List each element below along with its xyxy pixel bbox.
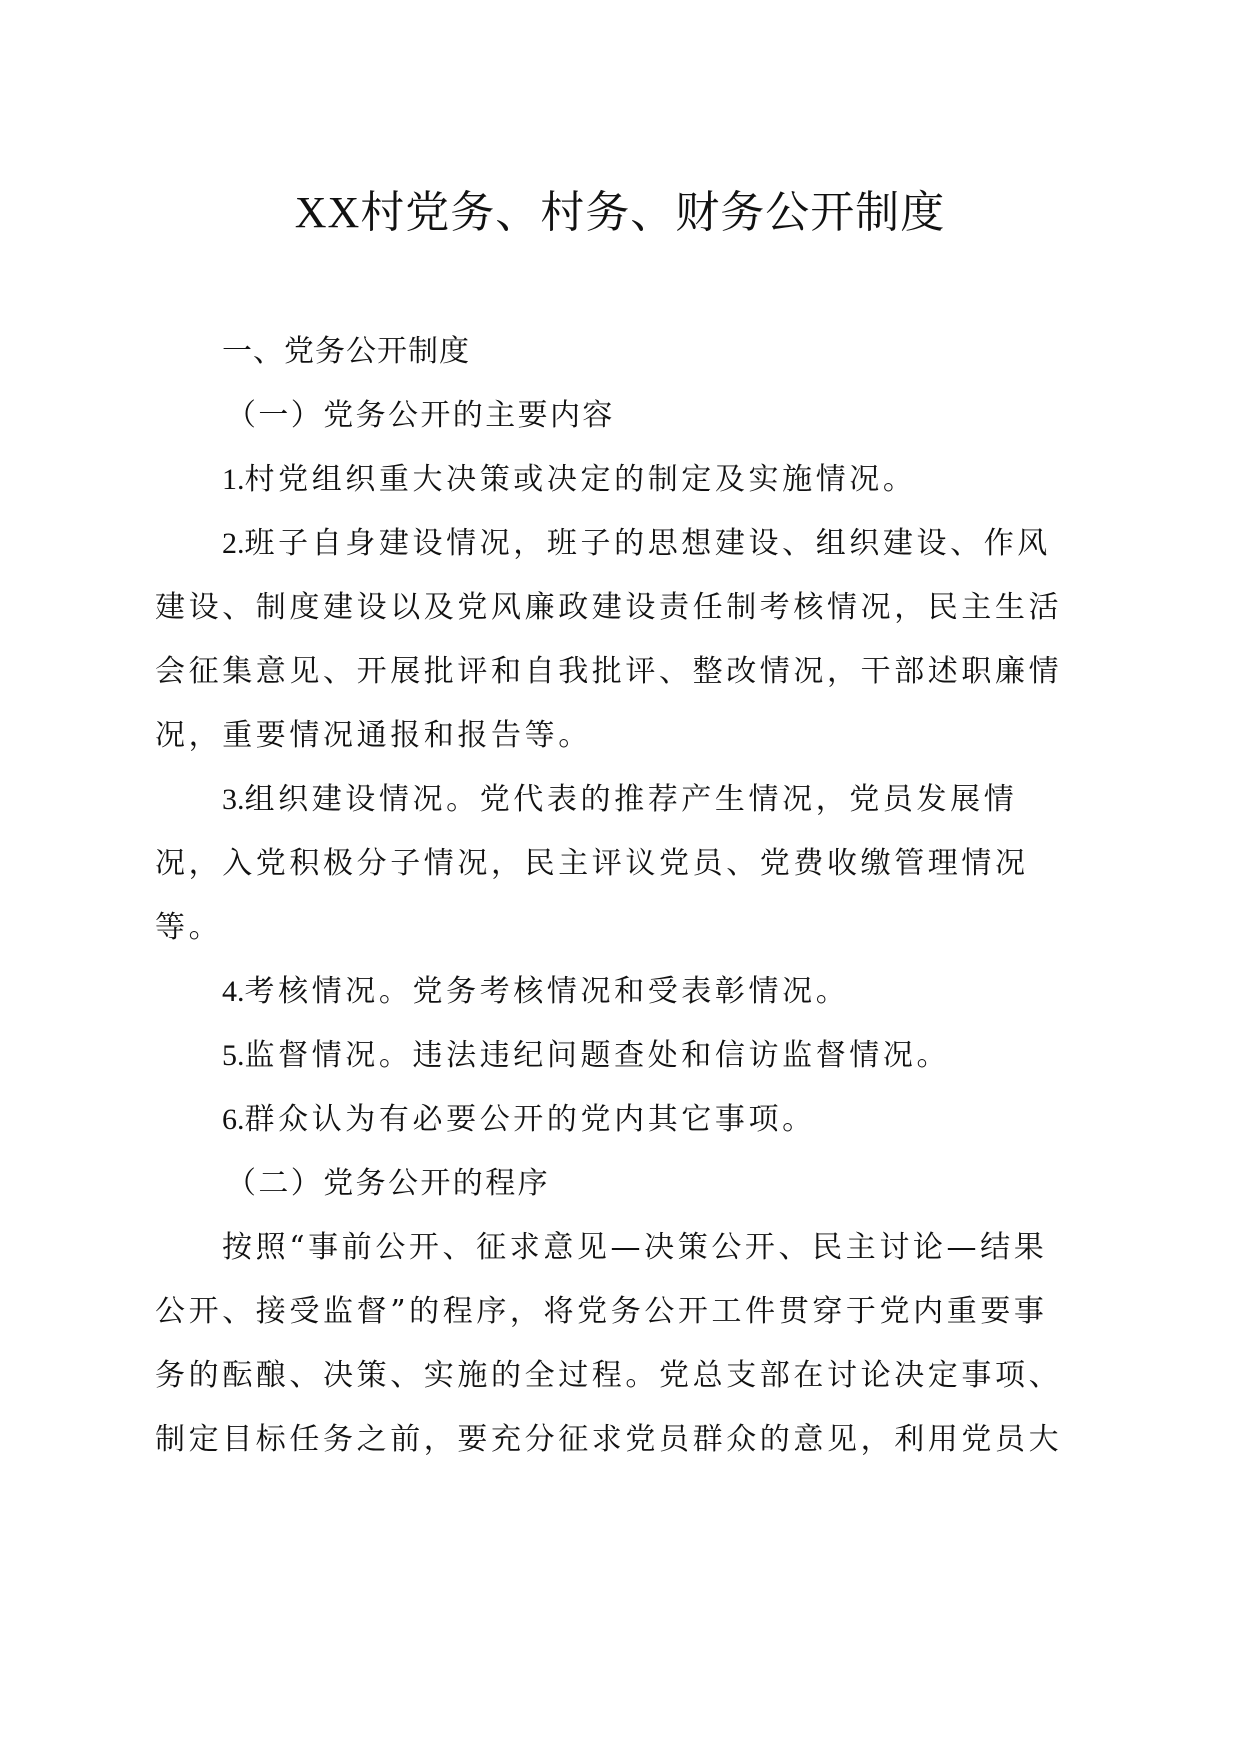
paragraph-line: 建设、制度建设以及党风廉政建设责任制考核情况，民主生活 [155, 590, 1063, 625]
item-number: 2. [222, 527, 245, 560]
document-title [0, 183, 1240, 243]
procedure-paragraph-start: 按照“事前公开、征求意见—决策公开、民主讨论—结果 [222, 1230, 1048, 1265]
list-item-1 [155, 448, 1060, 512]
item-number: 6. [222, 1103, 245, 1136]
item-text: 考核情况。党务考核情况和受表彰情况。 [244, 974, 850, 1009]
item-text: 村党组织重大决策或决定的制定及实施情况。 [244, 462, 917, 497]
title-text: 村党务、村务、财务公开制度 [360, 187, 946, 238]
list-item-3 [155, 768, 1060, 832]
item-text: 监督情况。违法违纪问题查处和信访监督情况。 [244, 1038, 951, 1073]
list-item-2 [155, 512, 1060, 576]
paragraph-line: 制定目标任务之前，要充分征求党员群众的意见，利用党员大 [155, 1422, 1063, 1457]
list-item-4 [155, 960, 1060, 1024]
paragraph-line: 会征集意见、开展批评和自我批评、整改情况，干部述职廉情 [155, 654, 1063, 689]
paragraph-line: 公开、接受监督”的程序，将党务公开工件贯穿于党内重要事 [155, 1294, 1048, 1329]
list-item-6 [155, 1088, 1060, 1152]
paragraph-line: 务的酝酿、决策、实施的全过程。党总支部在讨论决定事项、 [155, 1358, 1063, 1393]
document-body [155, 320, 1063, 1472]
title-prefix: XX [294, 188, 361, 237]
section-heading: 一、党务公开制度 [222, 334, 470, 369]
subsection-heading-2: （二）党务公开的程序 [226, 1166, 550, 1201]
paragraph-line: 等。 [155, 910, 223, 945]
item-number: 4. [222, 975, 245, 1008]
item-number: 3. [222, 783, 245, 816]
item-text: 群众认为有必要公开的党内其它事项。 [244, 1102, 816, 1137]
subsection-heading-1: （一）党务公开的主要内容 [226, 398, 615, 433]
paragraph-line: 况，重要情况通报和报告等。 [155, 718, 592, 753]
paragraph-line: 况，入党积极分子情况，民主评议党员、党费收缴管理情况 [155, 846, 1029, 881]
item-text: 组织建设情况。党代表的推荐产生情况，党员发展情 [244, 782, 1018, 817]
item-number: 1. [222, 463, 245, 496]
list-item-5 [155, 1024, 1060, 1088]
item-text: 班子自身建设情况，班子的思想建设、组织建设、作风 [244, 526, 1051, 561]
item-number: 5. [222, 1039, 245, 1072]
